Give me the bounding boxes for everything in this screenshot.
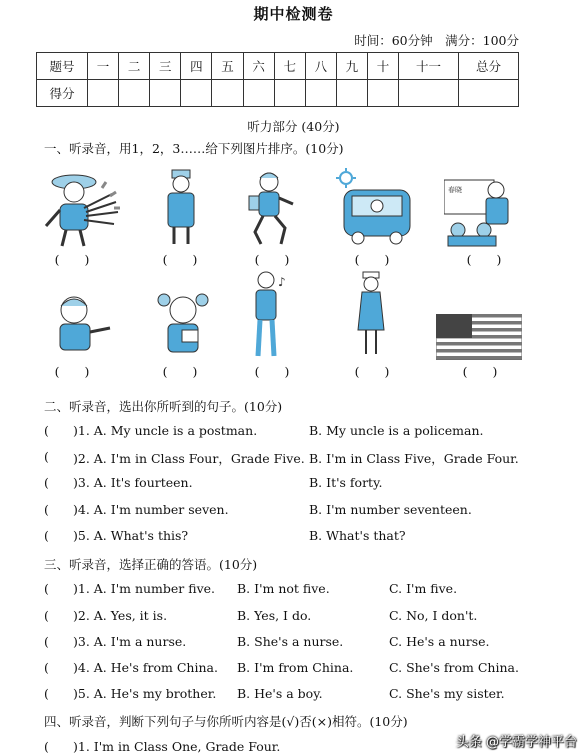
- score-table: [36, 52, 519, 107]
- question-option-b: B. She's a nurse.: [237, 634, 344, 649]
- paren-open: (: [44, 660, 49, 675]
- score-cell[interactable]: [243, 80, 274, 107]
- score-cell[interactable]: [458, 80, 518, 107]
- answer-blank[interactable]: ( ): [354, 252, 390, 267]
- answer-blank[interactable]: ( ): [54, 364, 90, 379]
- section-2-heading: 二、听录音，选出你所听到的句子。(10分): [44, 399, 283, 414]
- watermark: 头条 @学霸学神平台: [455, 735, 577, 750]
- score-cell[interactable]: [336, 80, 367, 107]
- answer-blank[interactable]: ( ): [354, 364, 390, 379]
- answer-blank[interactable]: ( ): [162, 364, 198, 379]
- score-cell[interactable]: [274, 80, 305, 107]
- question-option-c: C. She's my sister.: [389, 686, 505, 701]
- score-cell[interactable]: [119, 80, 150, 107]
- paren-open: (: [44, 686, 49, 701]
- score-cell[interactable]: [305, 80, 336, 107]
- paren-open: (: [44, 581, 49, 596]
- question-option-b: B. I'm from China.: [237, 660, 354, 675]
- question-option-b: B. What's that?: [309, 528, 406, 543]
- question-option-b: B. Yes, I do.: [237, 608, 312, 623]
- question-option-b: B. I'm not five.: [237, 581, 330, 596]
- question-option-a: )3. A. It's fourteen.: [73, 475, 193, 490]
- score-header-cell: 三: [150, 53, 181, 80]
- score-cell[interactable]: [181, 80, 212, 107]
- time-info: 时间：60分钟 满分：100分: [354, 33, 519, 48]
- answer-blank[interactable]: ( ): [162, 252, 198, 267]
- statement: )1. I'm in Class One, Grade Four.: [73, 739, 281, 754]
- score-header-cell: 二: [119, 53, 150, 80]
- question-option-b: B. I'm in Class Five，Grade Four.: [309, 451, 519, 466]
- bus-driver-icon: [332, 168, 414, 246]
- score-header-cell: 八: [305, 53, 336, 80]
- answer-blank[interactable]: ( ): [466, 252, 502, 267]
- paren-open: (: [44, 502, 49, 517]
- question-option-b: B. It's forty.: [309, 475, 383, 490]
- score-header-cell: 十: [367, 53, 398, 80]
- answer-blank[interactable]: ( ): [254, 364, 290, 379]
- paren-open: (: [44, 634, 49, 649]
- section-3-heading: 三、听录音，选择正确的答语。(10分): [44, 557, 258, 572]
- question-option-a: )1. A. My uncle is a postman.: [73, 423, 258, 438]
- teacher-classroom-icon: [444, 176, 522, 248]
- score-cell[interactable]: [88, 80, 119, 107]
- svg-text:♪: ♪: [278, 275, 286, 289]
- score-cell[interactable]: [212, 80, 243, 107]
- answer-blank[interactable]: ( ): [462, 364, 498, 379]
- paren-open: (: [44, 528, 49, 543]
- score-cell[interactable]: [150, 80, 181, 107]
- answer-blank[interactable]: ( ): [54, 252, 90, 267]
- score-table-header-row: [37, 53, 519, 80]
- score-header-cell: 十一: [399, 53, 459, 80]
- listening-heading: 听力部分 (40分): [247, 119, 340, 134]
- svg-text:春晓: 春晓: [448, 186, 462, 194]
- question-option-b: B. My uncle is a policeman.: [309, 423, 484, 438]
- question-option-b: B. I'm number seventeen.: [309, 502, 472, 517]
- question-option-a: )4. A. I'm number seven.: [73, 502, 229, 517]
- score-cell[interactable]: [367, 80, 398, 107]
- question-option-a: )5. A. What's this?: [73, 528, 189, 543]
- question-option-a: )5. A. He's my brother.: [73, 686, 217, 701]
- farmer-with-wheat-icon: [40, 168, 122, 248]
- us-flag-icon: [436, 314, 522, 360]
- score-label-cell: 得分: [37, 80, 88, 107]
- score-header-cell: 九: [336, 53, 367, 80]
- question-option-c: C. No, I don't.: [389, 608, 478, 623]
- answer-blank[interactable]: ( ): [254, 252, 290, 267]
- doctor-icon: [160, 168, 204, 248]
- score-cell[interactable]: [399, 80, 459, 107]
- score-header-cell: 六: [243, 53, 274, 80]
- paren-open: (: [44, 475, 49, 490]
- score-header-cell: 七: [274, 53, 305, 80]
- girl-with-book-icon: [152, 290, 214, 358]
- question-option-b: B. He's a boy.: [237, 686, 323, 701]
- question-option-a: )2. A. I'm in Class Four，Grade Five.: [73, 451, 305, 466]
- score-header-cell: 五: [212, 53, 243, 80]
- paren-open: (: [44, 608, 49, 623]
- boy-pointing-icon: [48, 292, 114, 358]
- paren-open: (: [44, 449, 49, 464]
- question-option-a: )3. A. I'm a nurse.: [73, 634, 187, 649]
- paren-open: (: [44, 739, 49, 754]
- question-option-a: )2. A. Yes, it is.: [73, 608, 168, 623]
- singer-icon: [248, 270, 294, 360]
- section-1-heading: 一、听录音，用1，2，3……给下列图片排序。(10分): [44, 141, 344, 156]
- question-option-a: )1. A. I'm number five.: [73, 581, 216, 596]
- question-option-c: C. He's a nurse.: [389, 634, 490, 649]
- score-table-score-row: [37, 80, 519, 107]
- score-header-cell: 一: [88, 53, 119, 80]
- page-title: 期中检测卷: [253, 5, 334, 23]
- question-option-a: )4. A. He's from China.: [73, 660, 218, 675]
- score-header-cell: 题号: [37, 53, 88, 80]
- nurse-icon: [354, 270, 388, 358]
- section-4-heading: 四、听录音，判断下列句子与你所听内容是(√)否(×)相符。(10分): [44, 714, 408, 729]
- question-option-c: C. She's from China.: [389, 660, 519, 675]
- question-option-c: C. I'm five.: [389, 581, 458, 596]
- score-header-cell: 总分: [458, 53, 518, 80]
- running-boy-icon: [245, 170, 297, 248]
- paren-open: (: [44, 423, 49, 438]
- score-header-cell: 四: [181, 53, 212, 80]
